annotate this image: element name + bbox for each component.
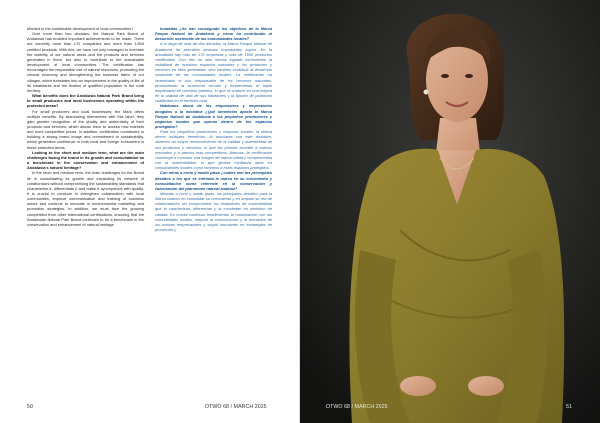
answer-paragraph: Para los pequeños productores y negocios locales, la Marca ofrece múltiples beneficios. Al asociarse con este distintivo, obtienen un mayor reconocimiento de la calidad y autenticidad de sus productos y servicios, lo que les permite acceder a nuevos mercados y a precios más competitivos. Además, la certificación contribuye a construir una imagen de marca sólida y comprometida con la sostenibilidad, lo que genera confianza tanto en consumidores locales como foráneos a estos espacios protegidos. <box>155 129 272 171</box>
left-eye <box>441 74 449 78</box>
question-paragraph: fundadas ¿Se han conseguido los objetivos de la Marca Parque Natural de Andalucía y cómo ha contribuido al desarrollo sostenible de las comunidades locales? <box>155 26 272 42</box>
page-number: 50 <box>27 404 33 410</box>
spread-gutter <box>299 0 301 423</box>
answer-paragraph: Over more than two decades, the Natural Park Brand of Andalusia has enabled important achievements to be made. There are currently more than 170 companies and more than 1,800 certified products. With this, we have not only managed to increase the visibility of our natural areas and the products and services generated in them, but also to contribute to the sustainable development of local communities. The certification has encouraged the responsible use of natural resources, promoting the circular economy and strengthening the business fabric of our villages, which translates into an improvement in the quality of life of its inhabitants and the fixation of qualified population in the rural territory. <box>27 31 144 93</box>
right-eye <box>465 74 473 78</box>
issue-footer: OTWO 68 / MARCH 2025 <box>205 404 267 410</box>
answer-paragraph: For small producers and local businesses, the Mark offers multiple benefits. By associating themselves with this label, they gain greater recognition of the quality and authenticity of their products and services, which allows them to access new markets and more competitive prices. In addition, certification contributes to building a strong brand image and commitment to sustainability, which generates confidence in both local and foreign consumers in these protected areas. <box>27 108 144 150</box>
answer-paragraph: In the short and medium term, the main challenges for the Brand lie in consolidating its growth and expanding its network of collaborators without compromising the sustainability standards that characterise it, differentiate it and make it synonymous with quality. It is crucial to continue to strengthen collaboration with local communities, improve communication and training of business actors and continue to innovate in environmental marketing and promotion strategies. In addition, we must face the growing competition from other international certifications, ensuring that the Andalusian Natural Park Brand continues to be a benchmark in the conservation and enhancement of natural heritage. <box>27 170 144 227</box>
answer-paragraph: Mirando a corto y medio plazo, los principales desafíos para la Marca radican en consolidar su crecimiento y en ampliar su red de colaboradores sin comprometer los estándares de sostenibilidad que la caracterizan, diferencian y la convierten en sinónimo de calidad. Es crucial continuar fortaleciendo la colaboración con las comunidades locales, mejorar la comunicación y la formación de los actores empresariales y seguir innovando en estrategias de promoción y <box>155 191 272 233</box>
answer-paragraph: A lo largo de más de dos décadas, la Marca Parque Natural de Andalucía ha permitido alcanzar importantes logros. En la actualidad hay más de 170 empresas y más de 1800 productos certificados. Con ello no solo hemos logrado incrementar la visibilidad de nuestros espacios naturales y los productos y servicios en ellos generados, sino también contribuir al desarrollo sostenible de las comunidades locales. La certificación ha incentivado el uso responsable de los recursos naturales, promoviendo la economía circular y fortaleciendo el tejido empresarial de nuestros pueblos, lo que se traduce en una mejora en la calidad de vida de sus habitantes y la fijación de población cualificada en el territorio rural. <box>155 41 272 104</box>
question-paragraph: Looking to the short and medium term, what are the main challenges facing the brand in its growth and consolidation as a benchmark in the conservation and enhancement of Andalusia's natural heritage? <box>27 149 144 171</box>
question-paragraph: Hablamos ahora de los empresarios y empresarios acogidos a la iniciativa ¿Qué beneficios aporta la Marca Parque Natural de Andalucía a los pequeños productores y negocios locales que operan dentro de los espacios protegidos? <box>155 103 272 129</box>
spanish-text-column <box>155 26 272 232</box>
question-paragraph: What benefits does the Andalusia Natural Park Brand bring to small producers and local businesses operating within the protected areas? <box>27 93 144 109</box>
portrait-photo <box>300 0 600 423</box>
right-page <box>300 0 600 423</box>
issue-footer: OTWO 68 / MARCH 2025 <box>326 404 388 410</box>
question-paragraph: Con miras a corto y medio plazo ¿cuáles son los principales desafíos a los que se enfrenta la marca en su crecimiento y consolidación como referente en la conservación y valorización del patrimonio natural andaluz? <box>155 170 272 191</box>
earring <box>424 90 429 95</box>
right-hand <box>468 376 504 396</box>
continued-paragraph: tributed to the sustainable development of local communities? <box>27 26 134 31</box>
left-hand <box>400 376 436 396</box>
page-number: 51 <box>566 404 572 410</box>
portrait-illustration <box>300 0 600 423</box>
english-text-column <box>27 26 144 227</box>
